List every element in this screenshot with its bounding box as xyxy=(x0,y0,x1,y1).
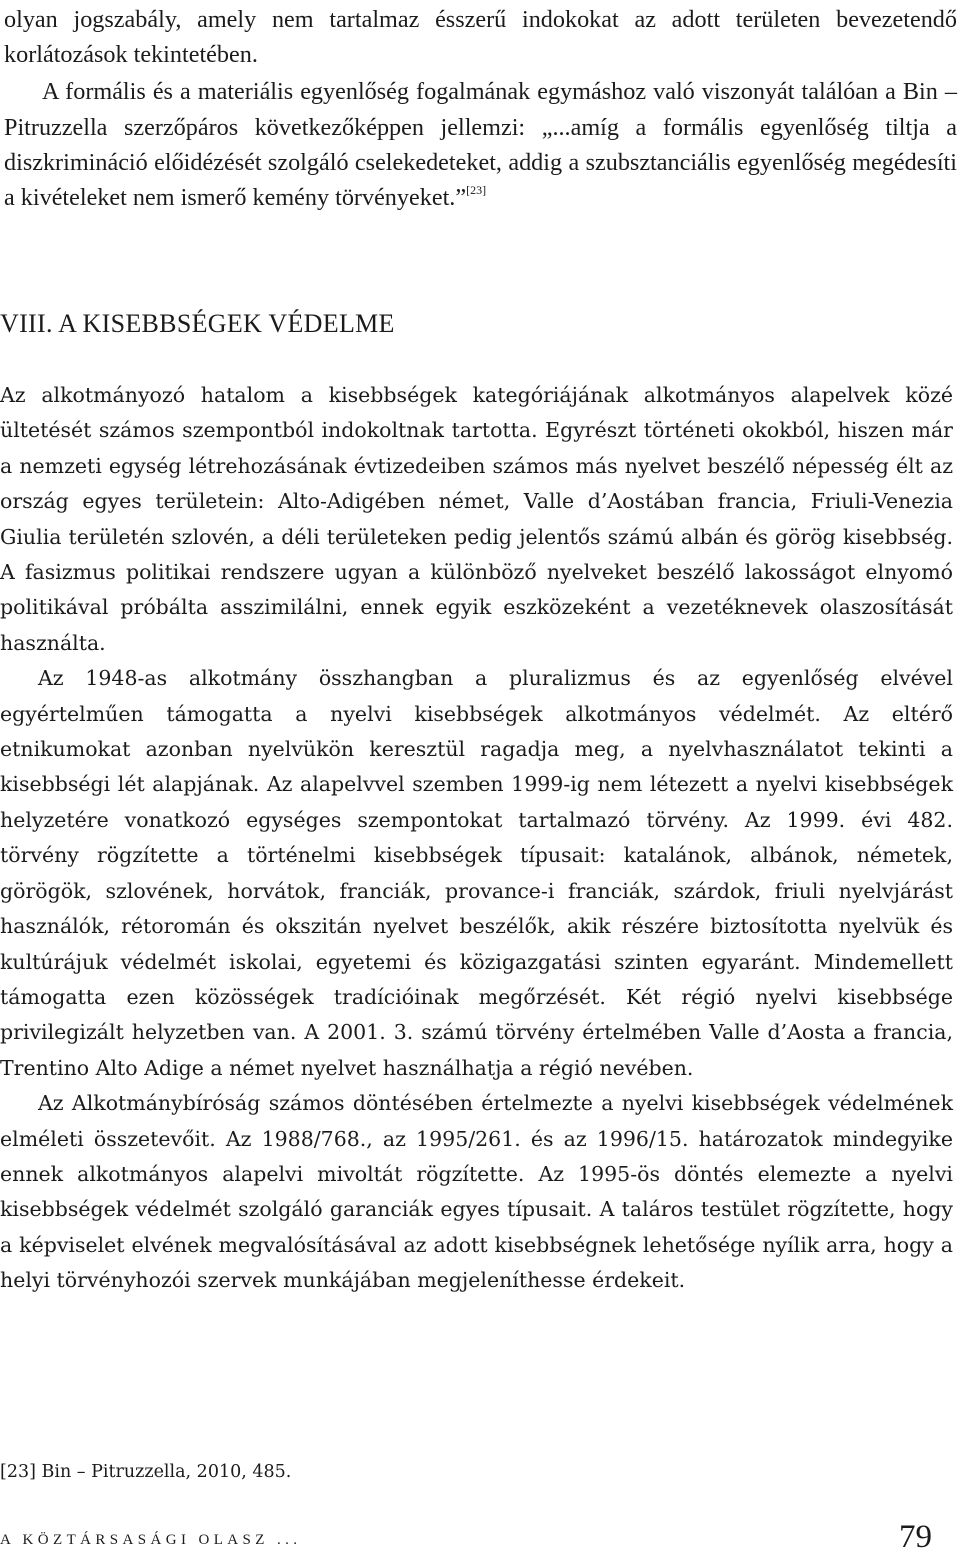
footnote-reference: [23] xyxy=(466,183,487,198)
running-head: A KÖZTÁRSASÁGI OLASZ ... xyxy=(0,1532,302,1548)
intro-paragraph-equality xyxy=(4,74,957,215)
intro-paragraph-equality-text: A formális és a materiális egyenlőség fogalmának egymáshoz való viszonyát találóan a Bin – Pitruzzella szerzőpáros következőképpen jellemzi: „...amíg a formális egyenlőség tiltja a diszkrimináció előidézését szolgáló cselekedeteket, addig a szubsztanciális egyenlőség megédesíti a kivételeket nem ismerő kemény törvényeket.” xyxy=(4,78,957,212)
intro-paragraph-continuation: olyan jogszabály, amely nem tartalmaz ésszerű indokokat az adott területen bevezetendő korlátozások tekintetében. xyxy=(4,6,957,69)
page-number: 79 xyxy=(899,1519,932,1555)
section-heading: VIII. A KISEBBSÉGEK VÉDELME xyxy=(0,309,395,338)
body-paragraph-2: Az 1948-as alkotmány összhangban a pluralizmus és az egyenlőség elvével egyértelműen támogatta a nyelvi kisebbségek alkotmányos védelmét. Az eltérő etnikumokat azonban nyelvükön keresztül ragadja meg, a nyelvhasználatot tekinti a kisebbségi lét alapjának. Az alapelvvel szemben 1999-ig nem létezett a nyelvi kisebbségek helyzetére vonatkozó egységes szempontokat tartalmazó törvény. Az 1999. évi 482. törvény rögzítette a történelmi kisebbségek típusait: katalánok, albánok, németek, görögök, szlovének, horvátok, franciák, provance-i franciák, szárdok, friuli nyelvjárást használók, rétoromán és okszitán nyelvet beszélők, akik részére biztosította nyelvük és kultúrájuk védelmét iskolai, egyetemi és közigazgatási szinten egyaránt. Mindemellett támogatta ezen közösségek tradícióinak megőrzését. Két régió nyelvi kisebbsége privilegizált helyzetben van. A 2001. 3. számú törvény értelmében Valle d’Aosta a francia, Trentino Alto Adige a német nyelvet használhatja a régió nevében. xyxy=(0,666,953,1080)
body-paragraph-3: Az Alkotmánybíróság számos döntésében értelmezte a nyelvi kisebbségek védelmének elméleti összetevőit. Az 1988/768., az 1995/261. és az 1996/15. határozatok mindegyike ennek alkotmányos alapelvi mivoltát rögzítette. Az 1995-ös döntés elemezte a nyelvi kisebbségek védelmét szolgáló garanciák egyes típusait. A taláros testület rögzítette, hogy a képviselet elvének megvalósításával az adott kisebbségnek lehetősége nyílik arra, hogy a helyi törvényhozói szervek munkájában megjeleníthesse érdekeit. xyxy=(0,1091,953,1293)
section-body xyxy=(0,378,953,1299)
document-page xyxy=(4,0,957,215)
footnote: [23] Bin – Pitruzzella, 2010, 485. xyxy=(0,1462,292,1482)
body-paragraph-1: Az alkotmányozó hatalom a kisebbségek kategóriájának alkotmányos alapelvek közé ültetését számos szempontból indokoltnak tartotta. Egyrészt történeti okokból, hiszen már a nemzeti egység létrehozásának évtizedeiben számos más nyelvet beszélő népesség élt az ország egyes területein: Alto-Adigében német, Valle d’Aostában francia, Friuli-Venezia Giulia területén szlovén, a déli területeken pedig jelentős számú albán és görög kisebbség. A fasizmus politikai rendszere ugyan a különböző nyelveket beszélő lakosságot elnyomó politikával próbálta asszimilálni, ennek egyik eszközeként a vezetéknevek olaszosítását használta. xyxy=(0,383,953,655)
